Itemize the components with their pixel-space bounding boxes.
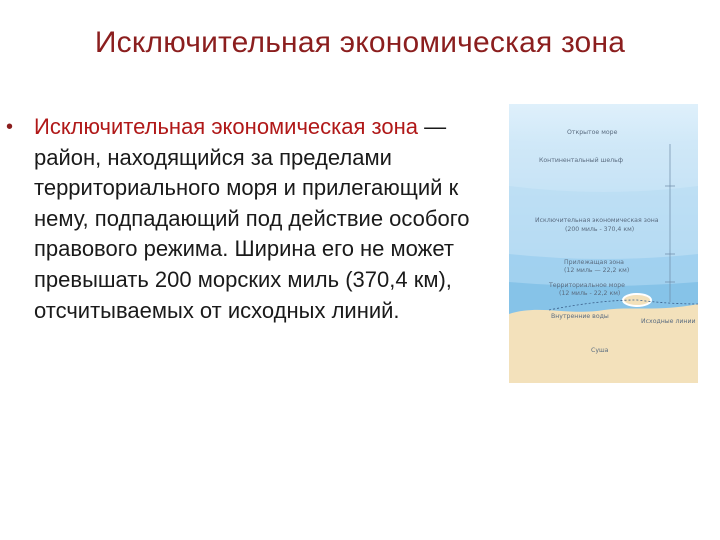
label-land: Суша	[591, 347, 609, 354]
bullet-marker: •	[6, 116, 14, 138]
label-contiguous-width: (12 миль — 22,2 км)	[564, 267, 630, 274]
term-highlight: Исключительная экономическая зона	[34, 114, 418, 139]
label-baseline: Исходные линии	[641, 318, 696, 325]
definition-text: — район, находящийся за пределами территориального моря и прилегающий к нему, подпадающий под действие особого правового режима. Ширина его не может превышать 200 морских миль (370,4 км), отсчитываемых от исходных линий.	[34, 114, 470, 323]
definition-paragraph	[34, 112, 512, 326]
diagram-svg	[509, 104, 698, 383]
label-eez-width: (200 миль - 370,4 км)	[565, 226, 635, 233]
label-contiguous: Прилежащая зона	[564, 259, 624, 266]
label-eez: Исключительная экономическая зона	[535, 217, 659, 224]
label-open-sea: Открытое море	[567, 129, 618, 136]
label-internal-waters: Внутренние воды	[551, 313, 609, 320]
label-shelf: Континентальный шельф	[539, 157, 624, 164]
slide-title: Исключительная экономическая зона	[94, 26, 626, 59]
label-territorial: Территориальное море	[549, 282, 625, 289]
label-territorial-width: (12 миль - 22,2 км)	[559, 290, 621, 297]
maritime-zones-diagram	[509, 104, 698, 383]
